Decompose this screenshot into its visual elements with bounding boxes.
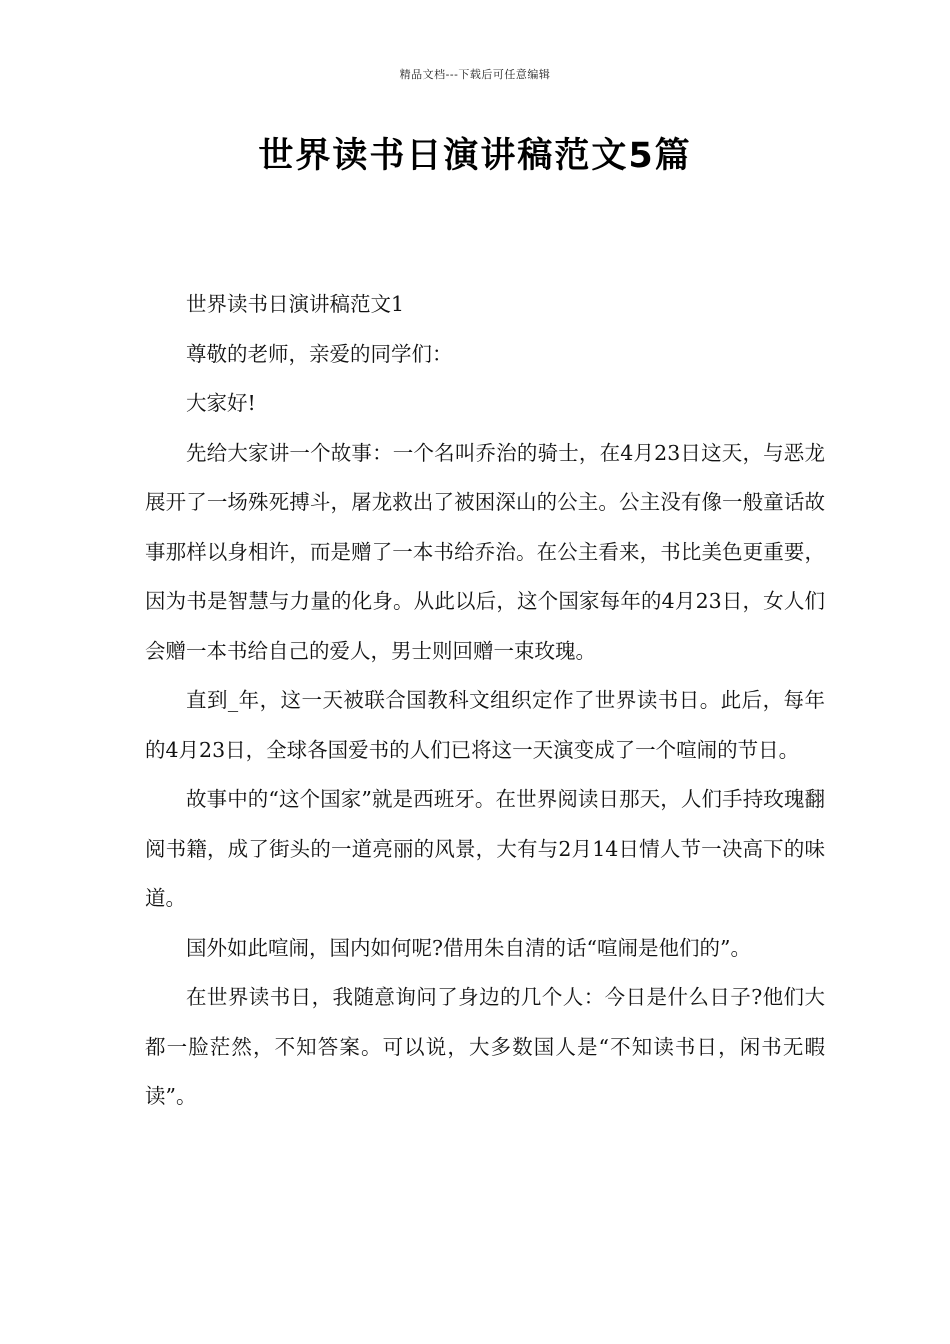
document-title: 世界读书日演讲稿范文5篇 [258,136,692,176]
paragraph-subtitle: 世界读书日演讲稿范文1 [186,292,405,316]
paragraph-survey: 在世界读书日，我随意询问了身边的几个人：今日是什么日子?他们大都一脸茫然，不知答案。可以说，大多数国人是“不知读书日，闲书无暇读”。 [145,985,825,1108]
paragraph-unesco: 直到_年，这一天被联合国教科文组织定作了世界读书日。此后，每年的4月23日，全球各国爱书的人们已将这一天演变成了一个喧闹的节日。 [145,688,825,762]
paragraph-spain: 故事中的“这个国家”就是西班牙。在世界阅读日那天，人们手持玫瑰翻阅书籍，成了街头的一道亮丽的风景，大有与2月14日情人节一决高下的味道。 [145,787,825,910]
document-body [145,280,825,1122]
header-note: 精品文档---下载后可任意编辑 [399,68,551,81]
paragraph-greeting: 大家好! [186,391,256,415]
paragraph-salutation: 尊敬的老师，亲爱的同学们： [186,341,453,366]
paragraph-story: 先给大家讲一个故事：一个名叫乔治的骑士，在4月23日这天，与恶龙展开了一场殊死搏斗，屠龙救出了被困深山的公主。公主没有像一般童话故事那样以身相许，而是赠了一本书给乔治。在公主看来，书比美色更重要，因为书是智慧与力量的化身。从此以后，这个国家每年的4月23日，女人们会赠一本书给自己的爱人，男士则回赠一束玫瑰。 [145,440,825,663]
paragraph-domestic: 国外如此喧闹，国内如何呢?借用朱自清的话“喧闹是他们的”。 [186,935,751,960]
